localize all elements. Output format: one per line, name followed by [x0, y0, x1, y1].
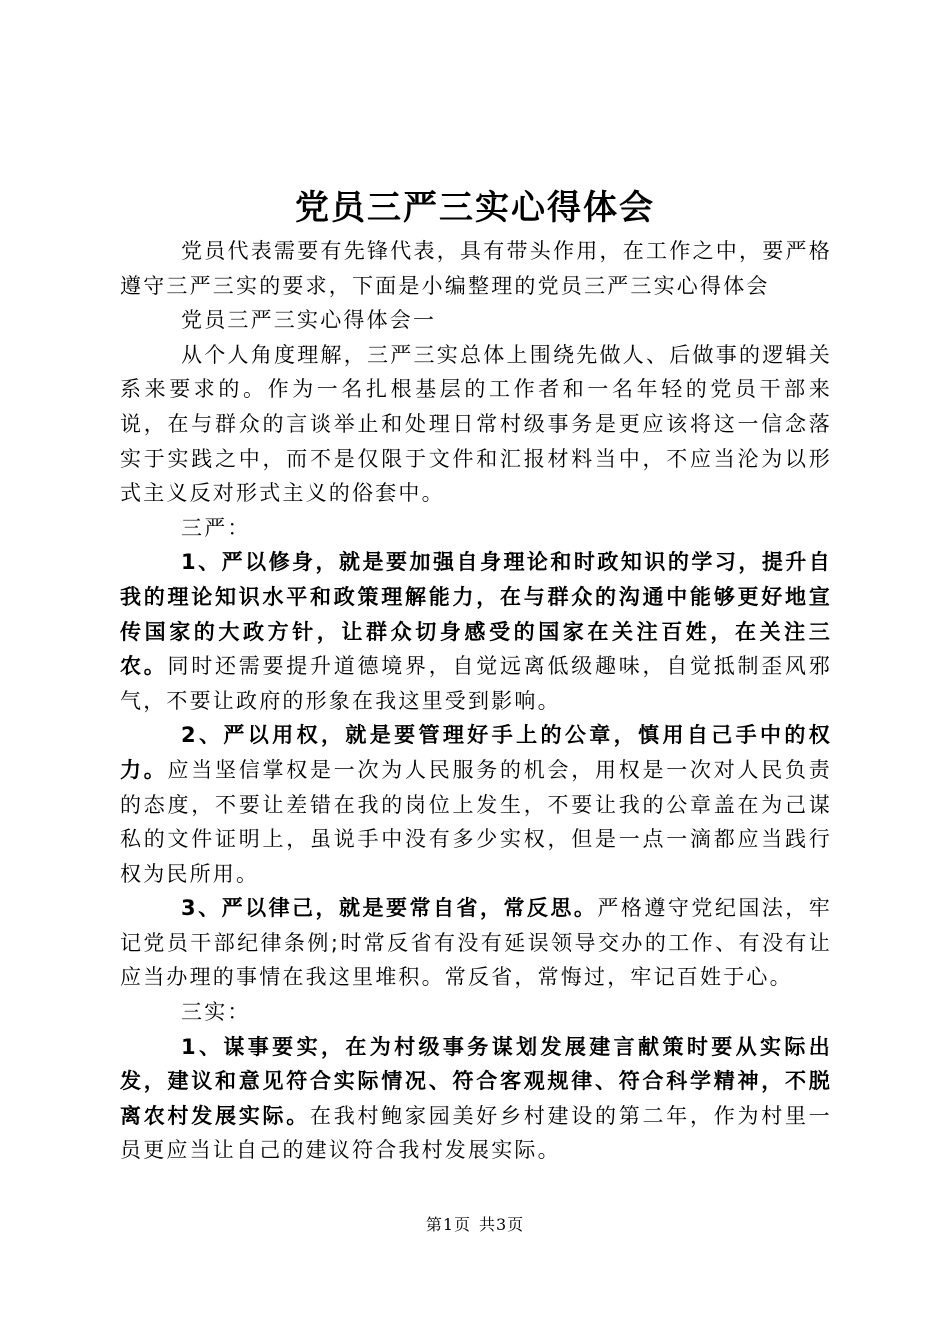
paragraph-text: 党员代表需要有先锋代表，具有带头作用，在工作之中，要严格遵守三严三实的要求，下面是小编整理的党员三严三实心得体会 [120, 239, 832, 298]
paragraph-lead: 1、谋事要实，在为村级事务谋划发展建言献策时要从实际出发，建议和意见符合实际情况、符合客观规律、符合科学精神，不脱离农村发展实际。 [120, 1034, 832, 1128]
document-title: 党员三严三实心得体会 [295, 188, 655, 228]
paragraph-text: 党员三严三实心得体会一 [181, 308, 437, 333]
paragraph-text: 三实： [181, 1000, 251, 1025]
paragraph-text: 在我村鲍家园美好乡村建设的第二年，作为村里一员更应当让自己的建议符合我村发展实际。 [120, 1103, 832, 1163]
paragraph-subheading [120, 303, 832, 338]
paragraph-text: 严格遵守党纪国法，牢记党员干部纪律条例;时常反省有没有延误领导交办的工作、有没有让应当办理的事情在我这里堆积。常反省，常悔过，牢记百姓于心。 [120, 896, 832, 990]
paragraph-text: 三严： [181, 515, 251, 540]
paragraph-text: 应当坚信掌权是一次为人民服务的机会，用权是一次对人民负责的态度，不要让差错在我的岗位上发生，不要让我的公章盖在为己谋私的文件证明上，虽说手中没有多少实权，但是一点一滴都应当践行权为民所用。 [120, 757, 832, 886]
paragraph-text: 从个人角度理解，三严三实总体上围绕先做人、后做事的逻辑关系来要求的。作为一名扎根基层的工作者和一名年轻的党员干部来说，在与群众的言谈举止和处理日常村级事务是更应该将这一信念落实于实践之中，而不是仅限于文件和汇报材料当中，不应当沦为以形式主义反对形式主义的俗套中。 [120, 342, 832, 506]
paragraph-yan-yi-lv-ji [120, 891, 832, 995]
paragraph-intro [120, 234, 832, 303]
paragraph-text: 同时还需要提升道德境界，自觉远离低级趣味，自觉抵制歪风邪气，不要让政府的形象在我这里受到影响。 [120, 654, 832, 713]
paragraph-lead: 3、严以律己，就是要常自省，常反思。 [181, 896, 598, 921]
page-number: 第1页 [425, 1215, 471, 1234]
paragraph-yan-yi-xiu-shen [120, 545, 832, 718]
paragraph-lead: 2、严以用权，就是要管理好手上的公章，慎用自己手中的权力。 [120, 723, 832, 782]
page-total: 共3页 [479, 1215, 525, 1234]
paragraph-understanding [120, 338, 832, 511]
page-footer [0, 1215, 950, 1235]
paragraph-san-shi-heading [120, 995, 832, 1030]
paragraph-mou-shi-yao-shi [120, 1030, 832, 1168]
paragraph-yan-yi-yong-quan [120, 718, 832, 891]
document-body [120, 234, 832, 1168]
paragraph-lead: 1、严以修身，就是要加强自身理论和时政知识的学习，提升自我的理论知识水平和政策理解能力，在与群众的沟通中能够更好地宣传国家的大政方针，让群众切身感受的国家在关注百姓，在关注三农。 [120, 550, 832, 679]
paragraph-san-yan-heading [120, 511, 832, 546]
